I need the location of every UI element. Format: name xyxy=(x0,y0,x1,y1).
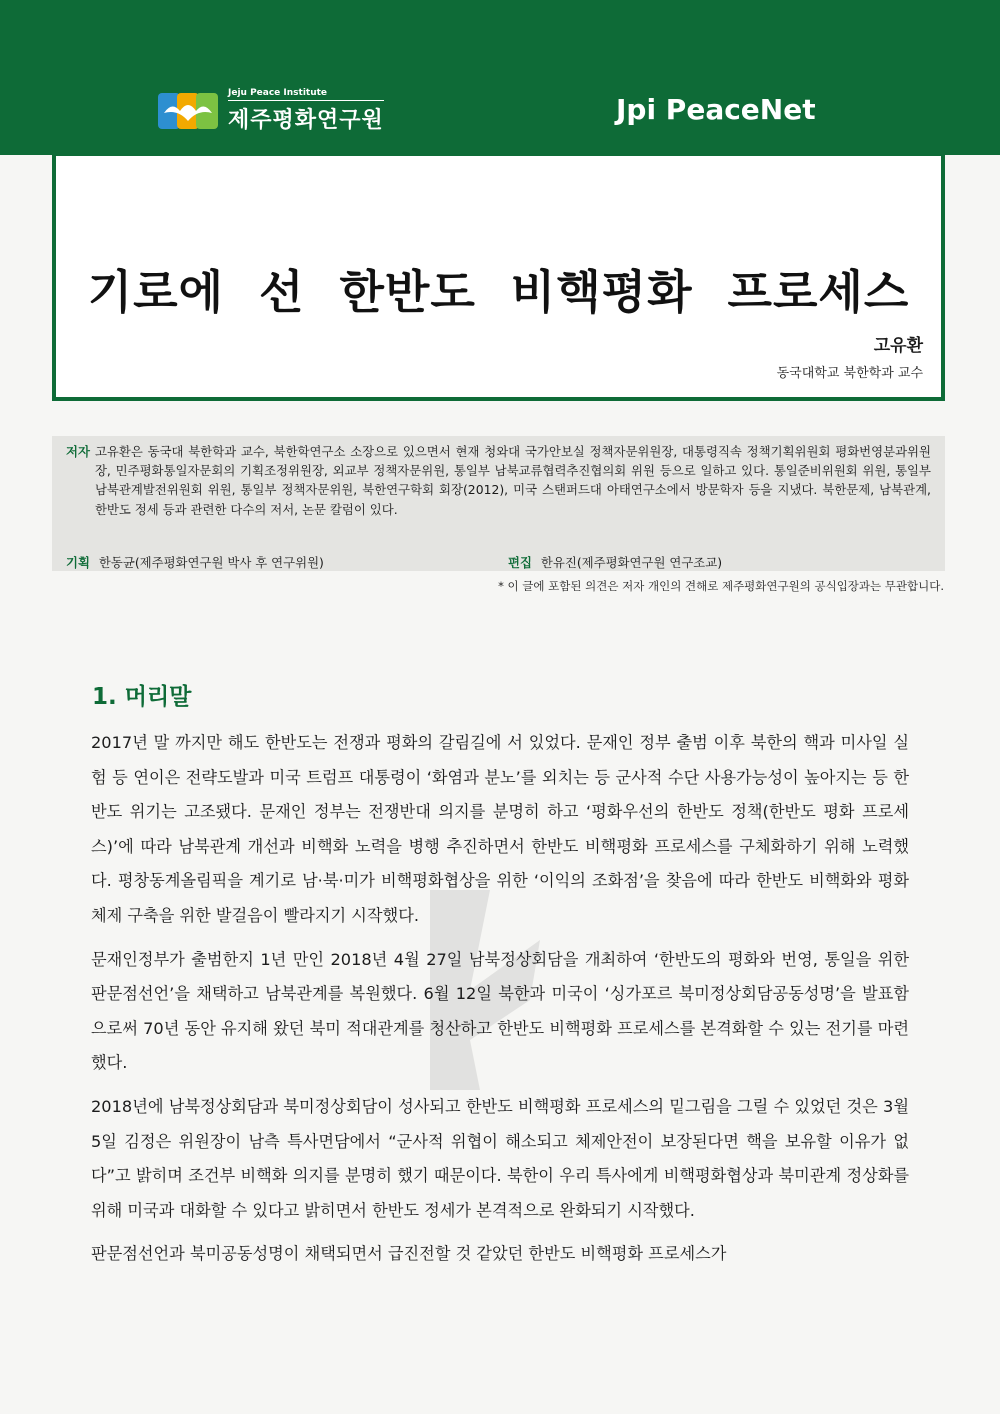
edit-label: 편집 xyxy=(508,555,532,570)
author-affiliation: 동국대학교 북한학과 교수 xyxy=(776,366,923,381)
edit-text: 한유진(제주평화연구원 연구조교) xyxy=(540,555,723,570)
paragraph: 2017년 말 까지만 해도 한반도는 전쟁과 평화의 갈림길에 서 있었다. 문재인 정부 출범 이후 북한의 핵과 미사일 실험 등 연이은 전략도발과 미국 트럼프 대통령이 ‘화염과 분노’를 외치는 등 군사적 수단 사용가능성이 높아지는 등 한반도 위기는 고조됐다. 문재인 정부는 전쟁반대 의지를 분명히 하고 ‘평화우선의 한반도 정책(한반도 평화 프로세스)’에 따라 남북관계 개선과 비핵화 노력을 병행 추진하면서 한반도 비핵평화 프로세스를 구체화하기 위해 노력했다. 평창동계올림픽을 계기로 남·북·미가 비핵평화협상을 위한 ‘이익의 조화점’을 찾음에 따라 한반도 비핵화와 평화체제 구축을 위한 발걸음이 빨라지기 시작했다. xyxy=(91,733,909,925)
bio-text: 고유환은 동국대 북한학과 교수, 북한학연구소 소장으로 있으면서 현재 청와대 국가안보실 정책자문위원장, 대통령직속 정책기획위원회 평화번영분과위원장, 민주평화통일자문회의 기획조정위원장, 외교부 정책자문위원, 통일부 남북교류협력추진협의회 위원 등으로 일하고 있다. 통일준비위원회 위원, 통일부 남북관계발전위원회 위원, 통일부 정책자문위원, 북한연구학회 회장(2012), 미국 스탠퍼드대 아태연구소에서 방문학자 등을 지냈다. 북한문제, 남북관계, 한반도 정세 등과 관련한 다수의 저서, 논문 칼럼이 있다. xyxy=(94,444,931,517)
credit-row xyxy=(66,553,926,572)
author-name: 고유환 xyxy=(873,336,923,356)
logo-english: Jeju Peace Institute xyxy=(228,88,384,101)
dove-logo-icon xyxy=(158,91,218,131)
jpi-logo xyxy=(158,89,384,133)
paragraph: 문재인정부가 출범한지 1년 만인 2018년 4월 27일 남북정상회담을 개최하여 ‘한반도의 평화와 번영, 통일을 위한 판문점선언’을 채택하고 남북관계를 복원했다. 6월 12일 북한과 미국이 ‘싱가포르 북미정상회담공동성명’을 발표함으로써 70년 동안 유지해 왔던 북미 적대관계를 청산하고 한반도 비핵평화 프로세스를 본격화할 수 있는 전기를 마련했다. xyxy=(91,949,909,1073)
article-title: 기로에 선 한반도 비핵평화 프로세스 xyxy=(87,265,910,319)
author-bio-box xyxy=(52,436,945,571)
paragraph: 2018년에 남북정상회담과 북미정상회담이 성사되고 한반도 비핵평화 프로세스의 밑그림을 그릴 수 있었던 것은 3월 5일 김정은 위원장이 남측 특사면담에서 “군사적 위협이 해소되고 체제안전이 보장된다면 핵을 보유할 이유가 없다”고 밝히며 조건부 비핵화 의지를 분명히 했기 때문이다. 북한이 우리 특사에게 비핵평화협상과 북미관계 정상화를 위해 미국과 대화할 수 있다고 밝히면서 한반도 정세가 본격적으로 완화되기 시작했다. xyxy=(91,1096,909,1220)
logo-korean: 제주평화연구원 xyxy=(228,108,384,133)
bio-label: 저자 xyxy=(66,444,90,459)
article-body xyxy=(91,726,909,1281)
section-title: 1. 머리말 xyxy=(92,684,192,710)
plan-text: 한동균(제주평화연구원 박사 후 연구위원) xyxy=(98,555,324,570)
paragraph: 판문점선언과 북미공동성명이 채택되면서 급진전할 것 같았던 한반도 비핵평화 프로세스가 xyxy=(91,1244,727,1264)
plan-label: 기획 xyxy=(66,555,90,570)
peacenet-logo: Jpi PeaceNet xyxy=(616,93,816,126)
title-header-box xyxy=(52,47,945,401)
disclaimer: * 이 글에 포함된 의견은 저자 개인의 견해로 제주평화연구원의 공식입장과는 무관합니다. xyxy=(498,579,944,593)
